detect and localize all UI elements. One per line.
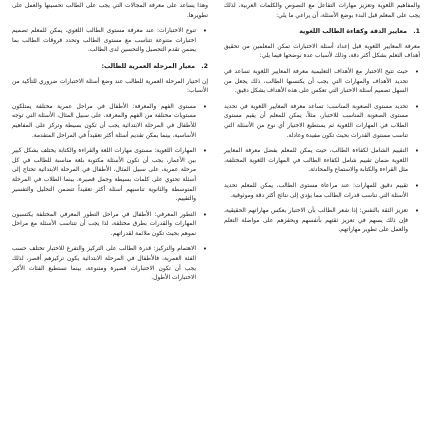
section-2-number: 2. xyxy=(201,62,208,70)
section-2-heading xyxy=(12,62,208,72)
section-2-title: معيار المرحلة العمرية للطالب: xyxy=(101,62,195,70)
section-1-title: معايير الدقة وكفاءة الطالب اللغوية xyxy=(299,28,407,36)
section-2-bullet-3: • التطور المعرفي: الأطفال في مراحل التطور المعرفي المختلفة يكتسبون المهارات والقدرات بطرق مختلفة، لذا يجب أن تتناسب الأسئلة مع مراحل نموهم بحيث تكون ملائمة لقدراتهم. xyxy=(12,211,208,240)
section-1-number: 1. xyxy=(413,28,420,36)
right-column xyxy=(224,2,420,242)
section-1-bullet-3: • التقييم الشامل لكفاءة الطالب، حيث يمكن للمعلم بفضل معرفة المعايير اللغوية ضمان تقييم شامل لكفاءة الطالب في المهارات اللغوية المختلفة، مثل القراءة والكتابة والاستماع والمحادثة. xyxy=(224,147,420,176)
section-2-bullet-4: • الاهتمام والتركيز: قدرة الطالب على التركيز والتفرغ للاختبار تختلف حسب الفئة العمرية، فالأطفال في المرحلة الابتدائية يكون تركيزهم أقصر، لذلك يجب أن تكون الاختبارات قصيرة ومتنوعة، بينما تستطيع الفئات الأكبر الاختبارات الأطول. xyxy=(12,245,208,283)
section-1-bullet-2: • تحديد مستوى الصعوبة المناسب: تساعد معرفة المعايير اللغوية في تحديد مستوى الصعوبة المناسب للاختبار، مثلاً، يمكن للمعلم أن يقيم مستوى الطلاب في المهارات اللغوية ثم يستطيع الاختيار أي نوع من الأسئلة التي تناسب مستوى القدرات بحيث تكون مفيدة وعادلة. xyxy=(224,103,420,141)
section-1-bullet-5: • تعزيز الثقة بالنفس: إذا شعر الطالب بأن الاختبار يعكس مهاراتهم الحقيقية، فإن ذلك يسهم في تعزيز ثقتهم بأنفسهم ويحفزهم على مواصلة التعلم والعمل على تطوير مهاراتهم. xyxy=(224,207,420,236)
section-1-bullet-4: • تقييم دقيق للمهارات: عند مراعاة مستوى الطالب، يمكن للمعلم تحديد الأسئلة التي تناسب قدرات الطالب مما يؤدي إلى نتائج أكثر دقة وموثوقية. xyxy=(224,182,420,201)
section-1-paragraph: معرفة المعايير اللغوية قبل إعداد أسئلة الاختبارات تمكن المعلمين من تحقيق أهداف التعلم بشكل أكثر دقة، وذلك لأسباب عدة نوضحها فيما يلي: xyxy=(224,43,420,60)
section-2-bullet-1: • مستوى الفهم والمعرفة: الأطفال في مراحل عمرية مختلفة يمتلكون مستويات مختلفة من الفهم والمعرفة، على سبيل المثال، الأسئلة التي توجه للأطفال في المرحلة الابتدائية يجب أن تكون بسيطة وتركز على المفاهيم الأساسية، بينما يمكن تقديم أسئلة أكثر تعقيداً في المراحل المتقدمة. xyxy=(12,103,208,141)
left-bullet-variety: • تنوع الاختبارات: عند معرفة مستوى الطالب اللغوي، يمكن للمعلم تصميم اختبارات متنوعة تتناسب مع مستوى الطالب وتحدد فروقات الطالب بما يضمن تقدم التحصيل والتحسين لدى الطالب. xyxy=(12,27,208,56)
section-2-bullet-2: • المهارات اللغوية: مستوى مهارات اللغة والقراءة والكتابة يختلف بشكل كبير بين الأعمار، يجب أن تكون الأسئلة مكتوبة بلغة مناسبة للطالب في كل مرحلة عمرية، على سبيل المثال، الأطفال في المرحلة الابتدائية تحتاج إلى أسئلة تحتوي على كلمات بسيطة وجمل قصيرة، بينما الطلاب في المرحلة المتوسطة والثانوية تناسبهم أسئلة أكثر تعقيداً تتضمن التحليل والتفسير والتقييم. xyxy=(12,147,208,205)
intro-paragraph: والمفاهيم اللغوية وتعزيز مهارات التفاعل مع النصوص والكلمات العربية، لذلك يجب على المعلم قبل البدء بوضع الأسئلة، أن يراعي ما يلي: xyxy=(224,3,420,19)
left-top-paragraph: وهذا يساعد على معرفة المجالات التي يجب على الطالب تحسينها والعمل على تطويرها. xyxy=(12,3,208,19)
left-column xyxy=(12,2,208,290)
section-1-bullet-1: • حيث تتيح الاختبار مع الأهداف التعليمية معرفة المعايير اللغوية تساعد في تحديد الأهداف والمهارات التي يجب أن يكتسبها الطالب، ذلك يجعل من السهل تصميم أسئلة الاختبار التي تعكس على هذه الأهداف بشكل دقيق. xyxy=(224,68,420,97)
section-1-heading xyxy=(224,27,420,37)
section-2-paragraph: إن اختيار المرحلة العمرية للطالب عند وضع أسئلة الاختبارات ضروري للتأكيد من الأسباب: xyxy=(12,78,208,95)
